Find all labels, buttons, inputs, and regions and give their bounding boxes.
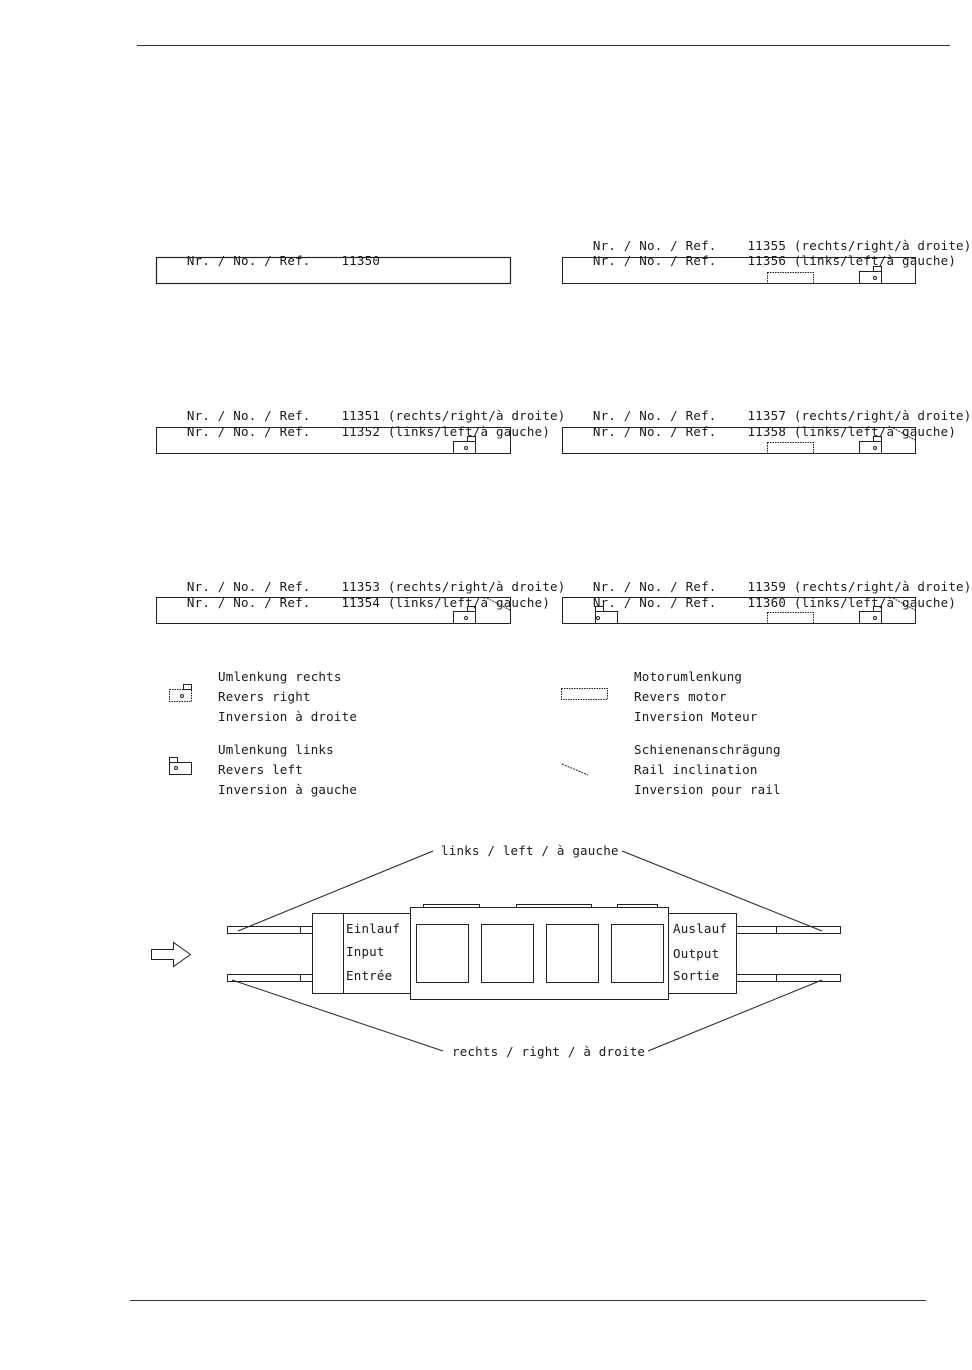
right-rail-upper [777,927,841,934]
legend-label-de: Umlenkung rechts [218,669,342,684]
ref-number: 11350 [341,253,381,268]
rail-11355 [563,258,916,284]
legend-label-en: Rail inclination [634,762,758,777]
outlet-label-de: Auslauf [673,921,728,936]
legend-label-en: Revers right [218,689,311,704]
ref-prefix: Nr. / No. / Ref. [186,595,311,610]
legend-label-en: Revers motor [634,689,727,704]
machine-window [612,925,664,983]
ref-prefix: Nr. / No. / Ref. [186,408,311,423]
rail-inclination-mark [487,598,510,610]
rail-11359 [563,598,916,624]
inlet-label-fr: Entrée [346,968,393,983]
rail-11357 [563,428,916,454]
legend-rail-inclination-icon [562,764,588,775]
ref-prefix: Nr. / No. / Ref. [186,579,311,594]
ref-number: 11359 [747,579,787,594]
rail-11351 [157,428,511,454]
legend-label-de: Motorumlenkung [634,669,743,684]
reverse-right-mark [860,607,882,624]
rail-11353 [157,598,511,624]
ref-side: (links/left/à gauche) [793,595,957,610]
ref-number: 11358 [747,424,787,439]
ref-prefix: Nr. / No. / Ref. [592,424,717,439]
ref-number: 11351 [341,408,381,423]
ref-number: 11360 [747,595,787,610]
ref-prefix: Nr. / No. / Ref. [592,579,717,594]
outlet-label-en: Output [673,946,720,961]
right-rail-lower [777,975,841,982]
legend-label-fr: Inversion à droite [218,709,358,724]
ref-number: 11353 [341,579,381,594]
left-rail-upper [228,927,301,934]
reverse-right-mark [454,607,476,624]
rail-11350 [157,258,511,284]
ref-number: 11355 [747,238,787,253]
ref-prefix: Nr. / No. / Ref. [592,238,717,253]
ref-side: (links/left/à gauche) [387,424,551,439]
ref-prefix: Nr. / No. / Ref. [186,253,311,268]
motor-reverse-mark [768,273,814,284]
ref-number: 11357 [747,408,787,423]
ref-prefix: Nr. / No. / Ref. [592,595,717,610]
reverse-left-mark [596,607,618,624]
ref-number: 11354 [341,595,381,610]
input-arrow-icon [152,943,191,967]
left-leader-line [622,851,822,931]
ref-prefix: Nr. / No. / Ref. [592,253,717,268]
reverse-right-mark [454,437,476,454]
legend-reverse-right-icon [170,685,192,702]
machine-window [417,925,469,983]
ref-side: (rechts/right/à droite) [387,408,566,423]
machine-body [411,908,669,1000]
ref-side: (rechts/right/à droite) [387,579,566,594]
ref-side: (links/left/à gauche) [793,253,957,268]
outlet-label-fr: Sortie [673,968,720,983]
ref-side: (links/left/à gauche) [793,424,957,439]
ref-side: (rechts/right/à droite) [793,579,972,594]
legend-motor-reverse-icon [562,689,608,700]
legend-reverse-left-icon [170,758,192,775]
right-side-label: rechts / right / à droite [452,1044,646,1059]
legend-label-fr: Inversion pour rail [634,782,781,797]
inlet-label-en: Input [346,944,385,959]
motor-reverse-mark [768,443,814,454]
right-leader-line [648,980,822,1051]
motor-reverse-mark [768,613,814,624]
rail-inclination-mark [893,428,915,440]
legend-label-fr: Inversion Moteur [634,709,758,724]
ref-side: (rechts/right/à droite) [793,408,972,423]
ref-side: (rechts/right/à droite) [793,238,972,253]
left-leader-line [238,851,433,931]
right-leader-line [232,980,443,1051]
legend-label-fr: Inversion à gauche [218,782,358,797]
legend-label-de: Umlenkung links [218,742,334,757]
legend-label-de: Schienenanschrägung [634,742,781,757]
reverse-right-mark [860,437,882,454]
left-side-label: links / left / à gauche [441,843,619,858]
reverse-right-mark [860,267,882,284]
machine-window [547,925,599,983]
ref-number: 11352 [341,424,381,439]
inlet-label-de: Einlauf [346,921,401,936]
ref-side: (links/left/à gauche) [387,595,551,610]
left-rail-lower [228,975,301,982]
ref-number: 11356 [747,253,787,268]
machine-window [482,925,534,983]
ref-prefix: Nr. / No. / Ref. [592,408,717,423]
ref-prefix: Nr. / No. / Ref. [186,424,311,439]
legend-label-en: Revers left [218,762,303,777]
rail-inclination-mark [893,598,915,610]
